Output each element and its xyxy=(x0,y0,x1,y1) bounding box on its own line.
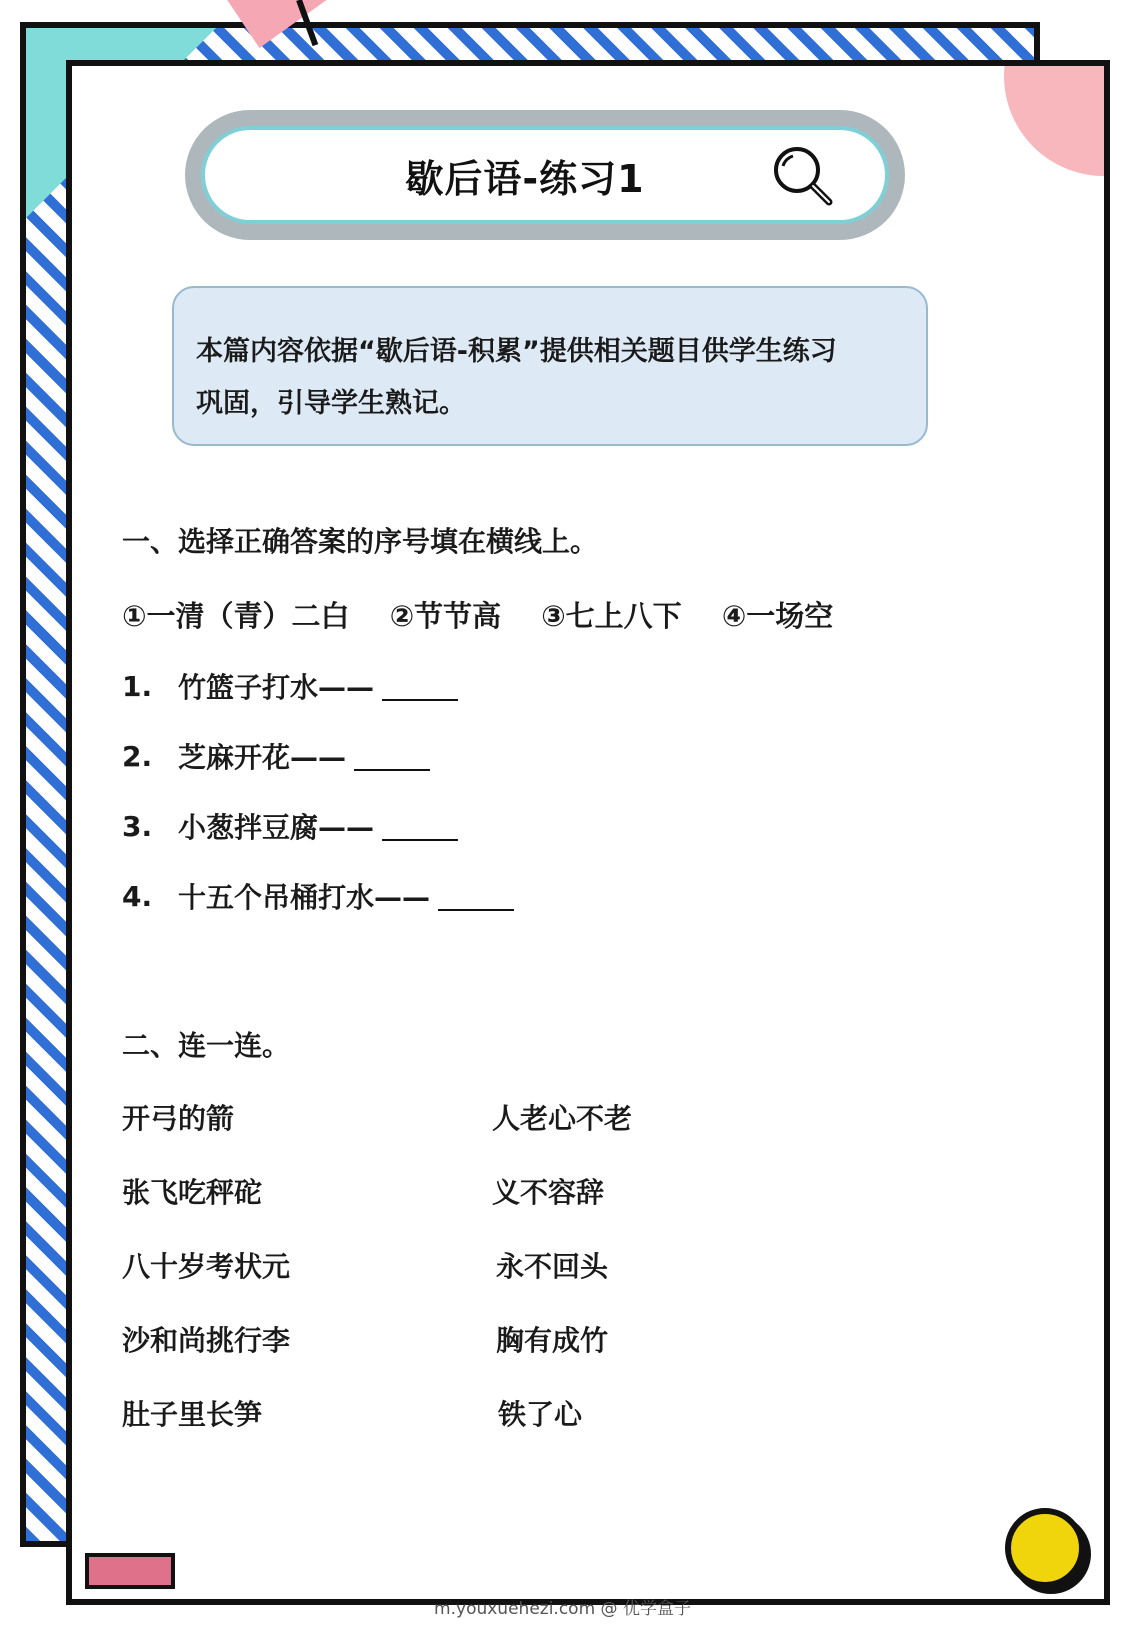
section-2-heading: 二、连一连。 xyxy=(122,1029,291,1062)
match-left-4[interactable]: 沙和尚挑行李 xyxy=(122,1324,291,1357)
match-left-3[interactable]: 八十岁考状元 xyxy=(122,1250,291,1283)
match-left-5[interactable]: 肚子里长笋 xyxy=(122,1398,263,1431)
title-banner xyxy=(185,110,905,240)
question-1 xyxy=(122,666,458,706)
question-3 xyxy=(122,806,458,846)
answer-blank[interactable] xyxy=(354,741,430,771)
answer-blank[interactable] xyxy=(382,671,458,701)
pink-flag-decoration xyxy=(199,0,340,48)
section-1-heading: 一、选择正确答案的序号填在横线上。 xyxy=(122,525,599,558)
match-left-1[interactable]: 开弓的箭 xyxy=(122,1102,235,1135)
question-text: 竹篮子打水—— xyxy=(178,671,375,704)
match-right-3[interactable]: 永不回头 xyxy=(496,1250,609,1283)
yellow-dot-decoration xyxy=(1005,1508,1085,1588)
question-number: 4. xyxy=(122,879,153,913)
pink-circle-decoration xyxy=(1004,60,1110,176)
question-text: 小葱拌豆腐—— xyxy=(178,811,375,844)
option-4: ④一场空 xyxy=(721,598,834,633)
option-1: ①一清（青）二白 xyxy=(122,598,350,633)
intro-line-2: 巩固，引导学生熟记。 xyxy=(196,388,466,419)
answer-blank[interactable] xyxy=(382,811,458,841)
pink-bar-decoration xyxy=(85,1553,175,1589)
option-3: ③七上八下 xyxy=(541,598,682,633)
match-right-2[interactable]: 义不容辞 xyxy=(492,1176,605,1209)
match-right-5[interactable]: 铁了心 xyxy=(498,1398,583,1431)
question-text: 芝麻开花—— xyxy=(178,741,347,774)
footer-watermark: m.youxuehezi.com @ 优学盒子 xyxy=(434,1599,691,1619)
answer-options xyxy=(122,592,942,636)
question-4 xyxy=(122,876,514,916)
match-left-2[interactable]: 张飞吃秤砣 xyxy=(122,1176,263,1209)
question-2 xyxy=(122,736,430,776)
question-text: 十五个吊桶打水—— xyxy=(178,881,431,914)
intro-line-1: 本篇内容依据“歇后语-积累”提供相关题目供学生练习 xyxy=(196,336,837,367)
option-2: ②节节高 xyxy=(389,598,502,633)
match-right-1[interactable]: 人老心不老 xyxy=(492,1102,633,1135)
question-number: 3. xyxy=(122,809,153,843)
question-number: 1. xyxy=(122,669,153,703)
page-title: 歇后语-练习1 xyxy=(405,156,645,201)
search-icon xyxy=(769,142,837,210)
title-inner xyxy=(201,126,889,224)
match-right-4[interactable]: 胸有成竹 xyxy=(496,1324,609,1357)
intro-box xyxy=(172,286,928,446)
answer-blank[interactable] xyxy=(438,881,514,911)
question-number: 2. xyxy=(122,739,153,773)
